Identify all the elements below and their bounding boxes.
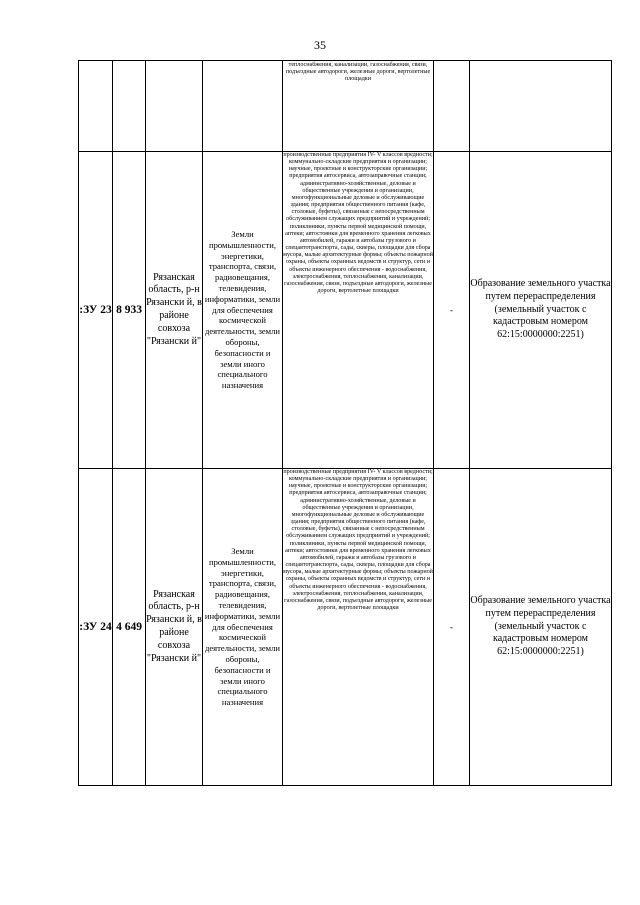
page-number: 35: [314, 38, 326, 52]
table-row: [79, 152, 612, 469]
cell-dash: -: [434, 469, 470, 786]
cell-permitted-use: производственные предприятия IV- V классов вредности; коммунально-складские предприятия и организации; научные, проектные и конструкторские организации; предприятия автосервиса, автозаправочные станции; административно-хозяйственные, деловые и общественные учреждения и организации, многофункциональные деловые и обслуживающие здания; предприятия общественного питания (кафе, столовые, буфеты), связанные с непосредственным обслуживанием служащих предприятий и учреждений; поликлиники, пункты первой медицинской помощи, аптеки; автостоянки для временного хранения легковых автомобилей, гаражи и автобазы грузового и спецавтотранспорта, сады, скверы, площадки для сбора мусора, малые архитектурные формы; объекты пожарной охраны, объекты охранных ведомств и структур, сети и объекты инженерного обеспечения - водоснабжения, электроснабжения, теплоснабжения, канализации, газоснабжения, связи, подъездные автодороги, железные дороги, вертолетные площадки: [283, 469, 434, 786]
cell-area: 8 933: [113, 152, 146, 469]
cell-area: 4 649: [113, 469, 146, 786]
cell-location: Рязанская область, р-н Рязански й, в районе совхоза "Рязански й": [146, 469, 203, 786]
cell-id: [79, 61, 113, 152]
cell-category: [203, 61, 283, 152]
cell-note: Образование земельного участка путем перераспределения (земельный участок с кадастровым номером 62:15:0000000:2251): [470, 152, 612, 469]
land-plots-table: [78, 60, 612, 786]
cell-id: :ЗУ 24: [79, 469, 113, 786]
cell-id: :ЗУ 23: [79, 152, 113, 469]
table-row: [79, 469, 612, 786]
cell-dash: [434, 61, 470, 152]
cell-note: Образование земельного участка путем перераспределения (земельный участок с кадастровым номером 62:15:0000000:2251): [470, 469, 612, 786]
cell-permitted-use: теплоснабжения, канализации, газоснабжения, связи, подъездные автодороги, железные дороги, вертолетные площадки: [283, 61, 434, 152]
cell-permitted-use: производственные предприятия IV- V классов вредности; коммунально-складские предприятия и организации; научные, проектные и конструкторские организации; предприятия автосервиса, автозаправочные станции; административно-хозяйственные, деловые и общественные учреждения и организации, многофункциональные деловые и обслуживающие здания; предприятия общественного питания (кафе, столовые, буфеты), связанные с непосредственным обслуживанием служащих предприятий и учреждений; поликлиники, пункты первой медицинской помощи, аптеки; автостоянки для временного хранения легковых автомобилей, гаражи и автобазы грузового и спецавтотранспорта, сады, скверы, площадки для сбора мусора, малые архитектурные формы; объекты пожарной охраны, объекты охранных ведомств и структур, сети и объекты инженерного обеспечения - водоснабжения, электроснабжения, теплоснабжения, канализации, газоснабжения, связи, подъездные автодороги, железные дороги, вертолетные площадки: [283, 152, 434, 469]
cell-category: Земли промышленности, энергетики, транспорта, связи, радиовещания, телевидения, информатики, земли для обеспечения космической деятельности, земли обороны, безопасности и земли иного специального назначения: [203, 469, 283, 786]
cell-dash: -: [434, 152, 470, 469]
cell-category: Земли промышленности, энергетики, транспорта, связи, радиовещания, телевидения, информатики, земли для обеспечения космической деятельности, земли обороны, безопасности и земли иного специального назначения: [203, 152, 283, 469]
cell-location: [146, 61, 203, 152]
cell-location: Рязанская область, р-н Рязански й, в районе совхоза "Рязански й": [146, 152, 203, 469]
cell-note: [470, 61, 612, 152]
cell-area: [113, 61, 146, 152]
table-row-continuation: [79, 61, 612, 152]
